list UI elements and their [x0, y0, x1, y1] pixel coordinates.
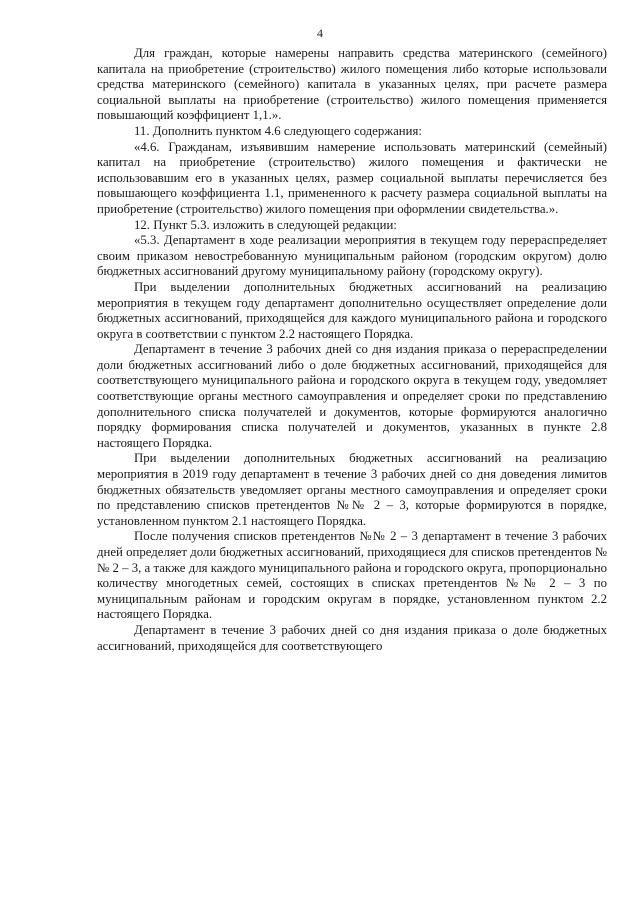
paragraph: После получения списков претендентов №№ 2 – 3 департамент в течение 3 рабочих дней определяет доли бюджетных ассигнований, приходящиеся для списков претендентов №№ 2 – 3, а также для каждого муниципального района и городского округа, пропорционально количеству многодетных семей, состоящих в списках претендентов №№ 2 – 3 по муниципальным районам и городским округам в порядке, установленном пунктом 2.2 настоящего Порядка.	[97, 529, 607, 622]
paragraph: «5.3. Департамент в ходе реализации мероприятия в текущем году перераспределяет своим приказом невостребованную муниципальным районом (городским округом) долю бюджетных ассигнований другому муниципальному району (городскому округу).	[97, 233, 607, 279]
paragraph: 12. Пункт 5.3. изложить в следующей редакции:	[134, 217, 397, 232]
paragraph: При выделении дополнительных бюджетных ассигнований на реализацию мероприятия в 2019 году департамент в течение 3 рабочих дней со дня доведения лимитов бюджетных обязательств уведомляет органы местного самоуправления и определяет сроки по представлению списков претендентов №№ 2 – 3, которые формируются в порядке, установленном пунктом 2.1 настоящего Порядка.	[97, 451, 607, 528]
paragraph: Департамент в течение 3 рабочих дней со дня издания приказа о доле бюджетных ассигнований, приходящейся для соответствующего	[97, 622, 607, 653]
page-number: 4	[317, 26, 323, 40]
paragraph: «4.6. Гражданам, изъявившим намерение использовать материнский (семейный) капитал на приобретение (строительство) жилого помещения и фактически не использовавшим его в указанных целях, размер социальной выплаты перечисляется без повышающего коэффициента 1.1, примененного к расчету размера социальной выплаты на приобретение (строительство) жилого помещения при оформлении свидетельства.».	[97, 139, 607, 216]
paragraph: 11. Дополнить пунктом 4.6 следующего содержания:	[134, 123, 422, 138]
paragraph: Департамент в течение 3 рабочих дней со дня издания приказа о перераспределении доли бюджетных ассигнований либо о доле бюджетных ассигнований, приходящейся для соответствующего муниципального района и городского округа в текущем году, уведомляет соответствующие органы местного самоуправления и определяет сроки по представлению дополнительного списка получателей и документов, которые формируются аналогично порядку формирования списка получателей и документов, указанных в пункте 2.8 настоящего Порядка.	[97, 342, 607, 450]
paragraph: Для граждан, которые намерены направить средства материнского (семейного) капитала на приобретение (строительство) жилого помещения либо которые использовали средства материнского (семейного) капитала в указанных целях, при расчете размера социальной выплаты на приобретение (строительство) жилого помещения применяется повышающий коэффициент 1,1.».	[97, 46, 607, 123]
paragraph: При выделении дополнительных бюджетных ассигнований на реализацию мероприятия в текущем году департамент дополнительно осуществляет определение доли бюджетных ассигнований, приходящейся для каждого муниципального района и городского округа в соответствии с пунктом 2.2 настоящего Порядка.	[97, 279, 607, 341]
document-body	[97, 46, 607, 654]
